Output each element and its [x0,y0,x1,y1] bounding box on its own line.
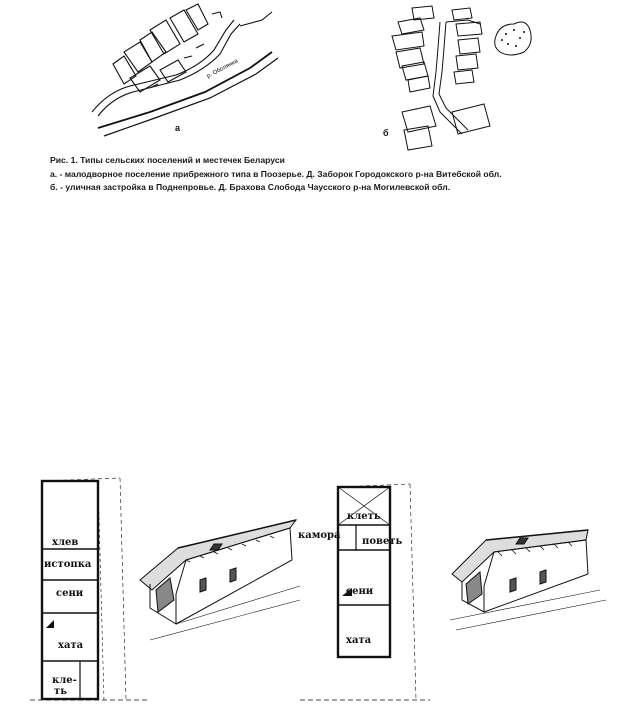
figure-label-a: а [175,123,181,133]
room-label-khata-right: хата [346,635,372,646]
room-label-seni: сени [56,588,84,599]
room-label-povet: поветь [362,536,403,547]
room-label-kamora: камора [298,530,341,541]
caption-title: Рис. 1. Типы сельских поселений и местечек Беларуси [50,155,285,165]
caption-line-a: а. - малодворное поселение прибрежного типа в Поозерье. Д. Заборок Городокского р-на Витебской обл. [50,168,502,179]
figure-label-b: б [383,128,389,138]
caption-line-b: б. - уличная застройка в Поднепровье. Д. Брахова Слобода Чаусского р-на Могилевской обл. [50,182,451,192]
room-label-khlev: хлев [52,537,79,548]
room-label-klet: клеть [347,511,381,522]
room-label-seni-right: сени [346,586,374,597]
room-label-klet-1: кле- [52,675,77,686]
room-label-istopka: истопка [44,559,92,570]
room-label-klet-2: ть [54,686,67,697]
river-label: р. Оболянка [206,58,240,80]
room-label-khata: хата [58,640,84,651]
